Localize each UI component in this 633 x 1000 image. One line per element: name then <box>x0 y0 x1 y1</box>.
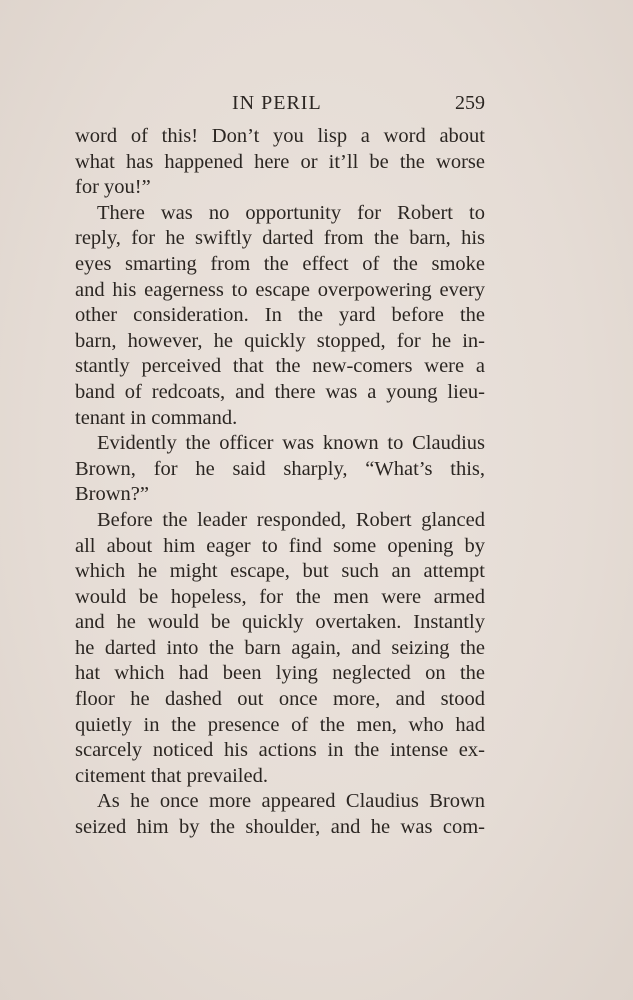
text-line: barn, however, he quickly stopped, for he in- <box>75 329 485 352</box>
text-line: would be hopeless, for the men were armed <box>75 585 485 608</box>
text-line: reply, for he swiftly darted from the barn, his <box>75 227 485 250</box>
text-line: Brown, for he said sharply, “What’s this, <box>75 457 485 480</box>
text-line: Brown?” <box>75 483 150 506</box>
text-line: tenant in command. <box>75 406 238 429</box>
text-line: word of this! Don’t you lisp a word about <box>75 125 485 147</box>
text-line: floor he dashed out once more, and stood <box>75 688 485 711</box>
chapter-title: IN PERIL <box>232 92 322 114</box>
text-line: There was no opportunity for Robert to <box>97 201 485 224</box>
text-line: scarcely noticed his actions in the intense ex- <box>75 739 485 762</box>
text-line: all about him eager to find some opening by <box>75 534 485 557</box>
text-line: and his eagerness to escape overpowering every <box>75 278 485 301</box>
text-line: stantly perceived that the new-comers were a <box>75 355 485 378</box>
text-line: other consideration. In the yard before the <box>75 304 485 327</box>
text-line: for you!” <box>75 176 151 199</box>
text-line: quietly in the presence of the men, who had <box>75 713 485 736</box>
text-line: and he would be quickly overtaken. Instantly <box>75 611 485 634</box>
body-text <box>75 124 485 841</box>
running-head <box>75 88 485 118</box>
text-line: what has happened here or it’ll be the worse <box>75 150 485 173</box>
text-line: band of redcoats, and there was a young lieu- <box>75 380 485 403</box>
text-line: Before the leader responded, Robert glanced <box>97 508 485 531</box>
text-line: hat which had been lying neglected on the <box>75 662 485 685</box>
text-line: which he might escape, but such an attempt <box>75 560 485 583</box>
text-line: eyes smarting from the effect of the smoke <box>75 252 485 275</box>
text-line: Evidently the officer was known to Claudius <box>97 432 485 455</box>
page-number: 259 <box>455 92 485 114</box>
text-line: he darted into the barn again, and seizing the <box>75 636 485 659</box>
text-line: As he once more appeared Claudius Brown <box>97 790 485 813</box>
text-line: seized him by the shoulder, and he was com- <box>75 816 485 839</box>
text-line: citement that prevailed. <box>75 764 268 787</box>
